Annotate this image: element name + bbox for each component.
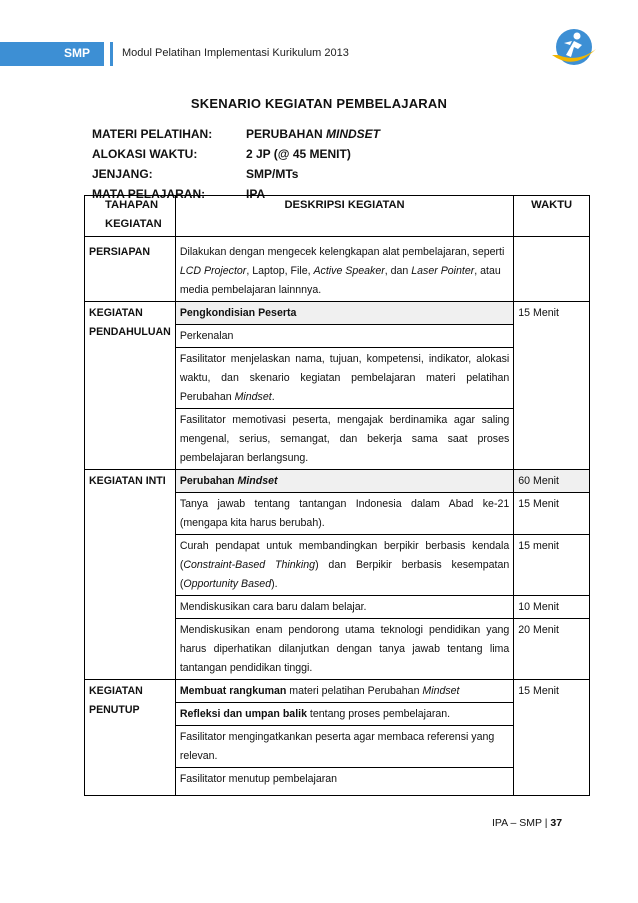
persiapan-text-7: , atau media pembelajaran lainnnya. [179,265,501,296]
phase-pendahuluan-line1: KEGIATAN [89,307,143,319]
inti-r5-time: 20 Menit [514,619,590,680]
inti-item-cara-baru: Mendiskusikan cara baru dalam belajar. [175,596,513,619]
pendahuluan-time: 15 Menit [514,302,590,470]
meta-row-jenjang [92,164,446,184]
pendahuluan-item-perkenalan: Perkenalan [175,325,513,348]
header-separator [110,42,113,66]
document-title: SKENARIO KEGIATAN PEMBELAJARAN [190,96,448,111]
header-tahapan-line1: TAHAPAN [105,199,159,211]
inti-item-tanya-jawab: Tanya jawab tentang tantangan Indonesia dalam Abad ke-21 (mengapa kita harus berubah). [175,493,513,535]
penutup-r1-mindset: Mindset [422,685,460,697]
inti-item-enam-pendorong: Mendiskusikan enam pendorong utama teknologi pendidikan yang harus diperhatikan dilanjutkan dengan tanya jawab tentang lima tantangan pendidikan tinggi. [175,619,513,680]
page-footer [492,817,562,829]
meta-materi-label: MATERI PELATIHAN: [92,127,213,141]
table-header-row [85,196,590,237]
inti-r1-text: Perubahan [179,475,238,487]
persiapan-text-3: , Laptop, File, [246,265,314,277]
table-row [85,470,590,493]
penutup-r1-bold: Membuat rangkuman [179,685,287,697]
meta-alokasi-value: 2 JP (@ 45 MENIT) [246,147,351,161]
header-level-tag: SMP [64,46,91,60]
inti-r3-text-a: Curah pendapat untuk membandingkan berpikir berbasis kendala ( [179,540,510,571]
meta-materi-value-prefix: PERUBAHAN [246,127,327,141]
table-row [85,680,590,703]
penutup-r1-text: materi pelatihan Perubahan [286,685,423,697]
inti-r3-time: 15 menit [514,535,590,596]
meta-mapel-label: MATA PELAJARAN: [92,187,206,201]
meta-row-alokasi [92,144,446,164]
inti-r1-mindset: Mindset [237,475,278,487]
lesson-metadata [92,124,446,204]
phase-pendahuluan [85,302,176,470]
phase-pendahuluan-line2: PENDAHULUAN [89,326,171,338]
header-deskripsi: DESKRIPSI KEGIATAN [175,196,513,237]
inti-item-perubahan-mindset [175,470,513,493]
penutup-r2-bold: Refleksi dan umpan balik [179,708,307,720]
phase-inti: KEGIATAN INTI [85,470,176,680]
table-row [85,302,590,325]
penutup-item-menutup: Fasilitator menutup pembelajaran [175,768,513,796]
ministry-logo-icon [544,25,598,71]
persiapan-text-5: , dan [384,265,412,277]
table-row [85,237,590,302]
inti-r1-time: 60 Menit [514,470,590,493]
activity-scenario-table [84,195,590,796]
inti-r3-text-c: ) dan Berpikir berbasis kesempatan ( [179,559,510,590]
phase-penutup-line1: KEGIATAN [89,685,143,697]
meta-alokasi-label: ALOKASI WAKTU: [92,147,198,161]
penutup-item-refleksi [175,703,513,726]
page-number: 37 [550,817,563,829]
phase-penutup-line2: PENUTUP [89,704,140,716]
header-waktu: WAKTU [514,196,590,237]
page-header [0,42,638,66]
persiapan-text-1: Dilakukan dengan mengecek kelengkapan alat pembelajaran, seperti [179,246,505,258]
meta-row-materi [92,124,446,144]
meta-jenjang-label: JENJANG: [92,167,153,181]
persiapan-time [514,237,590,302]
pendahuluan-r3-mindset: Mindset [234,391,272,403]
pendahuluan-r3-end: . [271,391,275,403]
inti-r4-time: 10 Menit [514,596,590,619]
phase-penutup [85,680,176,796]
persiapan-text-lcd: LCD Projector [179,265,247,277]
pendahuluan-item-pengkondisian: Pengkondisian Peserta [175,302,513,325]
header-tahapan [85,196,176,237]
penutup-r2-text: tentang proses pembelajaran. [306,708,451,720]
penutup-item-referensi: Fasilitator mengingatkankan peserta agar membaca referensi yang relevan. [175,726,513,768]
pendahuluan-item-fasilitator-motivasi: Fasilitator memotivasi peserta, mengajak berdinamika agar saling mengenal, serius, semangat, dan bekerja sama saat proses pembelajaran berlangsung. [175,409,513,470]
meta-jenjang-value: SMP/MTs [246,167,299,181]
penutup-item-rangkuman [175,680,513,703]
footer-label: IPA – SMP | [492,817,551,829]
persiapan-text-pointer: Laser Pointer [411,265,475,277]
persiapan-text-speaker: Active Speaker [313,265,385,277]
inti-r3-opportunity: Opportunity Based [183,578,272,590]
pendahuluan-r3-text: Fasilitator menjelaskan nama, tujuan, kompetensi, indikator, alokasi waktu, dan skenario kegiatan pembelajaran materi pelatihan Perubahan [179,353,510,403]
persiapan-description [175,237,513,302]
pendahuluan-item-fasilitator-jelaskan [175,348,513,409]
penutup-time: 15 Menit [514,680,590,796]
inti-r3-text-e: ). [271,578,278,590]
inti-r3-constraint: Constraint-Based Thinking [183,559,316,571]
header-tahapan-line2: KEGIATAN [105,218,162,230]
meta-materi-value-italic: MINDSET [326,127,381,141]
inti-r2-time: 15 Menit [514,493,590,535]
header-module-title: Modul Pelatihan Implementasi Kurikulum 2013 [122,47,349,59]
phase-persiapan: PERSIAPAN [85,237,176,302]
meta-materi-value [246,124,446,144]
meta-mapel-value: IPA [246,187,266,201]
inti-item-curah-pendapat [175,535,513,596]
